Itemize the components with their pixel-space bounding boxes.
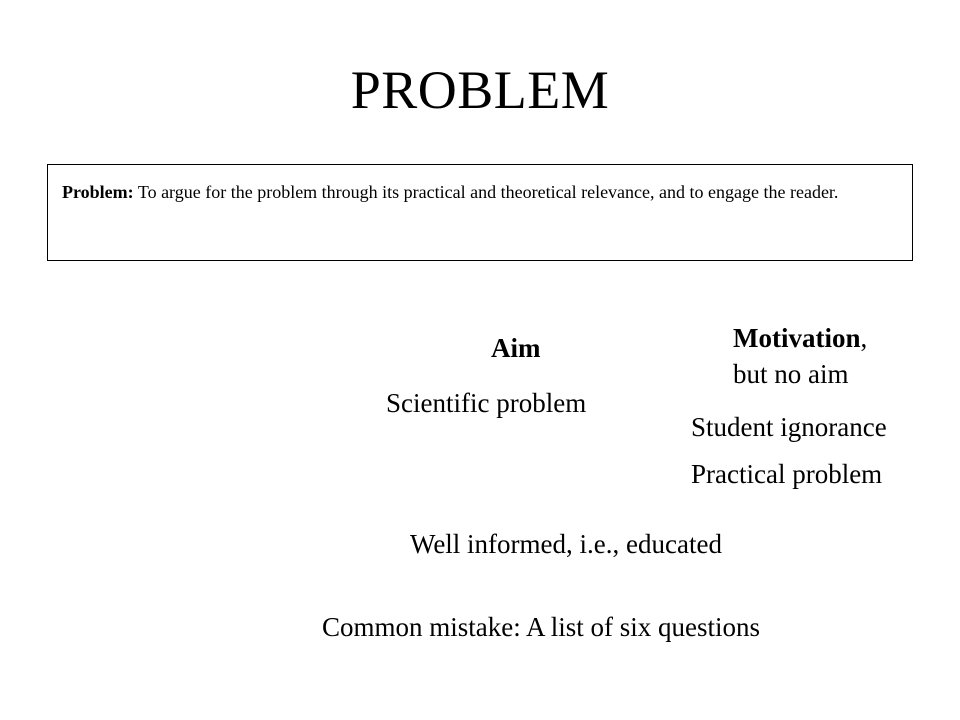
well-informed-label: Well informed, i.e., educated — [410, 529, 722, 559]
student-ignorance-label: Student ignorance — [691, 412, 887, 442]
definition-text: To argue for the problem through its practical and theoretical relevance, and to engage the reader. — [133, 182, 839, 202]
motivation-heading: Motivation — [733, 323, 861, 353]
practical-problem-label: Practical problem — [691, 459, 883, 489]
motivation-subheading: but no aim — [733, 359, 849, 389]
definition-label: Problem: — [62, 182, 134, 202]
slide-title: PROBLEM — [350, 60, 610, 120]
definition-box — [47, 164, 913, 261]
motivation-heading-suffix: , — [860, 323, 868, 353]
scientific-problem-label: Scientific problem — [386, 388, 587, 418]
motivation-block — [733, 320, 867, 392]
aim-heading: Aim — [491, 333, 541, 363]
common-mistake-label: Common mistake: A list of six questions — [322, 612, 761, 642]
